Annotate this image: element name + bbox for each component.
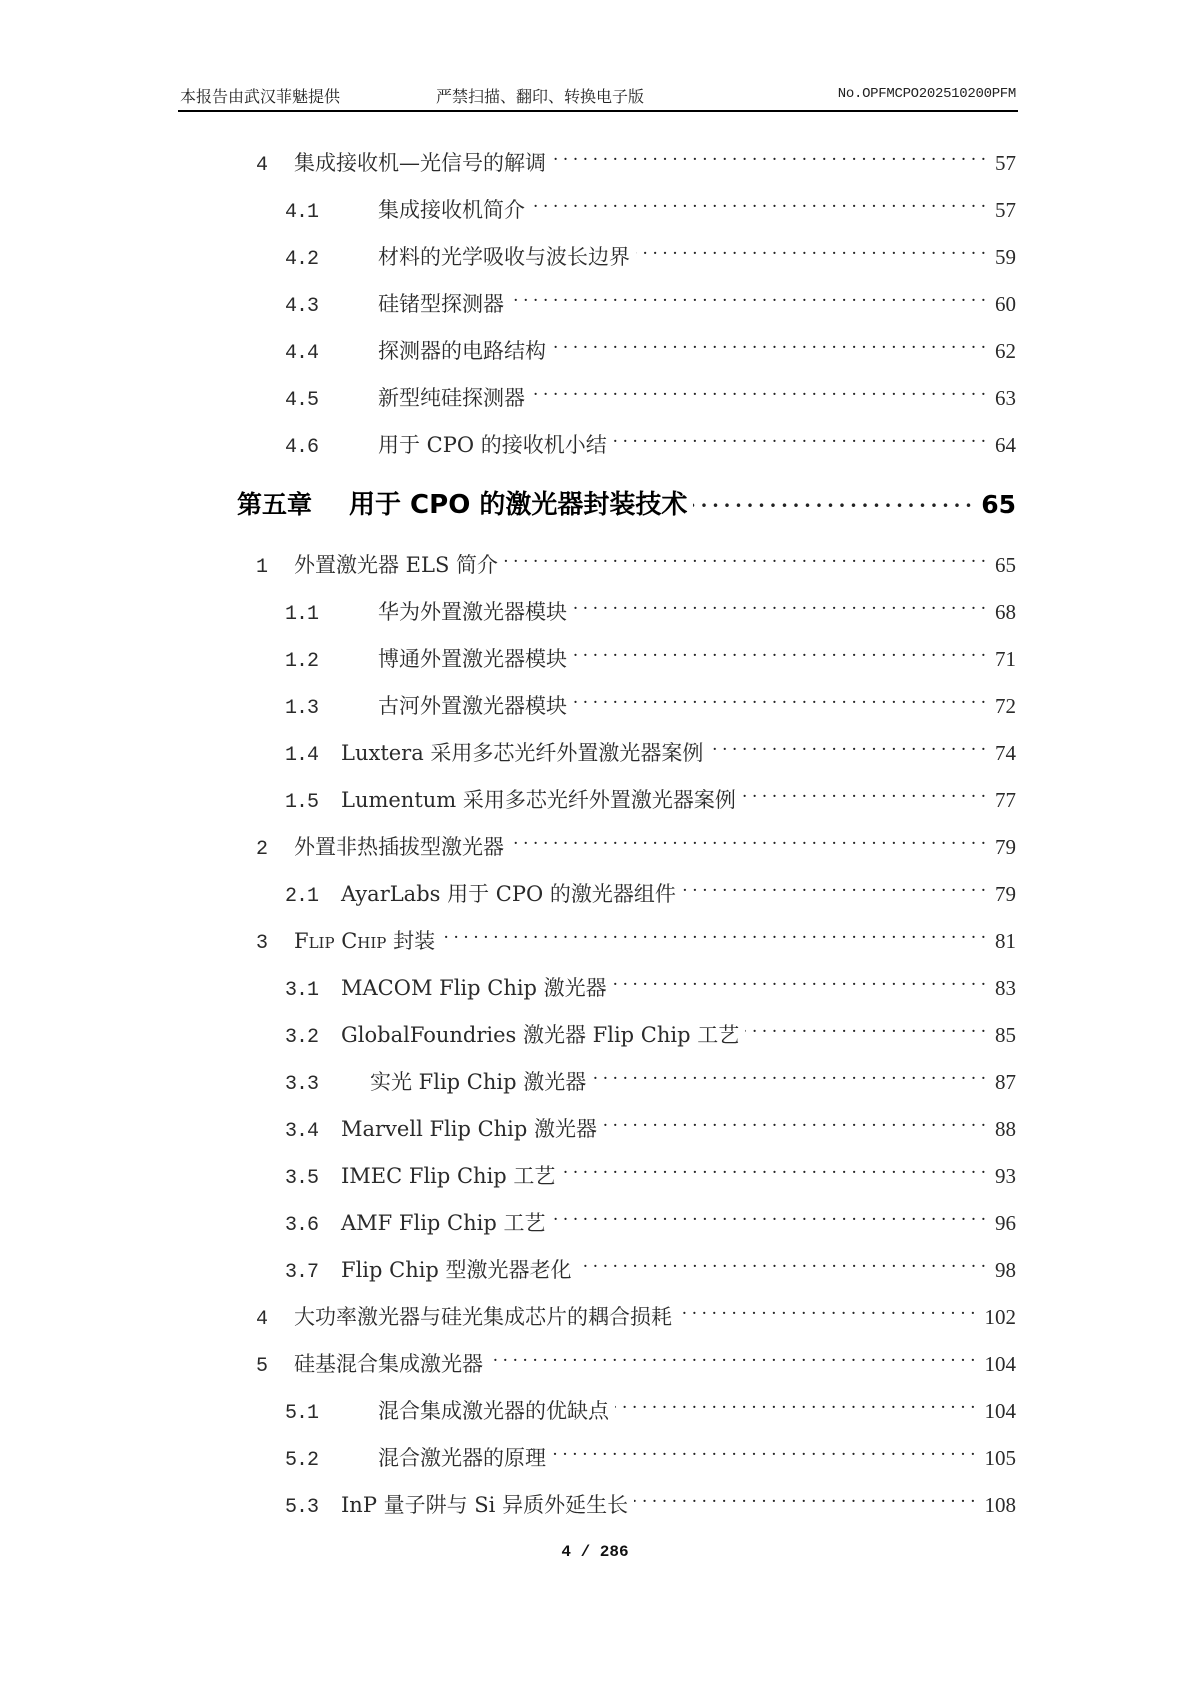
toc-entry[interactable] [256,1298,1016,1331]
toc-entry-title: 硅基混合集成激光器 [294,1352,483,1376]
dot-leader [573,640,991,666]
toc-chapter-heading[interactable] [237,484,1016,522]
dot-leader [551,1204,991,1230]
dot-leader [561,1157,991,1183]
toc-entry[interactable] [285,426,1016,459]
toc-entry-number: 2 [256,838,268,861]
toc-entry[interactable] [256,144,1016,177]
dot-leader [615,1392,981,1418]
dot-leader [573,593,991,619]
dot-leader [613,969,991,995]
toc-entry-number: 4.6 [285,436,319,459]
toc-entry-title: 集成接收机简介 [378,198,525,222]
chapter-page: 65 [981,490,1016,519]
dot-leader [636,238,991,264]
toc-entry-page: 57 [995,198,1016,222]
toc-entry-title: 材料的光学吸收与波长边界 [378,245,630,269]
toc-entry-title: 实光 Flip Chip 激光器 [370,1070,587,1094]
toc-entry-number: 3.4 [285,1120,319,1143]
chapter-number: 第五章 [237,490,313,519]
dot-leader [693,487,977,513]
toc-entry[interactable] [285,1392,1016,1425]
toc-entry[interactable] [285,1063,1016,1096]
dot-leader [552,1439,981,1465]
toc-entry-title: 博通外置激光器模块 [378,647,567,671]
toc-entry[interactable] [285,640,1016,673]
toc-entry-page: 81 [995,929,1016,953]
toc-entry-number: 1.5 [285,791,319,814]
toc-entry[interactable] [285,285,1016,318]
toc-entry-number: 3.3 [285,1073,319,1096]
toc-entry-title: Marvell Flip Chip 激光器 [341,1117,598,1141]
toc-entry[interactable] [256,546,1016,579]
toc-entry-title: InP 量子阱与 Si 异质外延生长 [341,1493,629,1517]
toc-entry-page: 88 [995,1117,1016,1141]
dot-leader [682,875,991,901]
toc-entry-number: 4.5 [285,389,319,412]
toc-entry-title: AyarLabs 用于 CPO 的激光器组件 [341,882,676,906]
toc-entry[interactable] [256,828,1016,861]
dot-leader [504,546,991,572]
toc-entry-number: 5.2 [285,1449,319,1472]
toc-entry-page: 68 [995,600,1016,624]
toc-entry-page: 72 [995,694,1016,718]
toc-entry-title: MACOM Flip Chip 激光器 [341,976,607,1000]
toc-entry-number: 1 [256,556,268,579]
dot-leader [592,1063,991,1089]
toc-entry-title: 华为外置激光器模块 [378,600,567,624]
dot-leader [613,426,991,452]
toc-entry-page: 79 [995,835,1016,859]
toc-entry-number: 4.3 [285,295,319,318]
toc-entry-title: 新型纯硅探测器 [378,386,525,410]
toc-entry-page: 96 [995,1211,1016,1235]
toc-entry[interactable] [285,1439,1016,1472]
toc-entry-title: 混合激光器的原理 [378,1446,546,1470]
toc-entry-number: 1.3 [285,697,319,720]
toc-entry-number: 3.6 [285,1214,319,1237]
toc-entry-title: 古河外置激光器模块 [378,694,567,718]
toc-entry-title: AMF Flip Chip 工艺 [341,1211,546,1235]
toc-entry-number: 3.1 [285,979,319,1002]
toc-entry-page: 60 [995,292,1016,316]
dot-leader [531,191,991,217]
toc-entry-title: 大功率激光器与硅光集成芯片的耦合损耗 [294,1305,672,1329]
toc-entry-number: 3.2 [285,1026,319,1049]
toc-entry-number: 4 [256,154,268,177]
toc-entry-number: 5 [256,1355,268,1378]
page-number-indicator: 4 / 286 [561,1543,629,1561]
toc-entry[interactable] [285,1204,1016,1237]
header-provider: 本报告由武汉菲魅提供 [180,87,341,106]
header-document-number: No.OPFMCPO202510200PFM [837,86,1016,102]
toc-entry[interactable] [285,1110,1016,1143]
toc-entry-title: 外置激光器 ELS 简介 [294,553,499,577]
toc-entry-title: 集成接收机—光信号的解调 [294,151,546,175]
toc-entry-number: 5.3 [285,1496,319,1519]
toc-entry-number: 3 [256,932,268,955]
dot-leader [742,781,991,807]
toc-entry-page: 79 [995,882,1016,906]
toc-entry[interactable] [256,922,1016,955]
dot-leader [634,1486,980,1512]
toc-entry-title: 硅锗型探测器 [378,292,504,316]
toc-entry-page: 87 [995,1070,1016,1094]
dot-leader [709,734,991,760]
dot-leader [441,922,991,948]
toc-entry-title: 探测器的电路结构 [378,339,546,363]
toc-entry-page: 102 [984,1305,1016,1329]
toc-entry[interactable] [285,379,1016,412]
toc-entry-title: 外置非热插拔型激光器 [294,835,504,859]
toc-entry-number: 4.1 [285,201,319,224]
toc-entry-title: Lumentum 采用多芯光纤外置激光器案例 [341,788,736,812]
dot-leader [531,379,991,405]
toc-entry-page: 98 [995,1258,1016,1282]
toc-entry-number: 1.1 [285,603,319,626]
toc-entry-title: Luxtera 采用多芯光纤外置激光器案例 [341,741,704,765]
toc-entry-title: Flip Chip 封装 [294,929,436,953]
toc-entry-number: 3.5 [285,1167,319,1190]
dot-leader [573,687,991,713]
toc-entry-title: 用于 CPO 的接收机小结 [378,433,607,457]
toc-entry-number: 1.2 [285,650,319,673]
toc-entry[interactable] [285,875,1016,908]
toc-entry[interactable] [285,1251,1016,1284]
toc-entry-page: 59 [995,245,1016,269]
toc-entry-page: 63 [995,386,1016,410]
toc-entry-page: 64 [995,433,1016,457]
toc-entry-page: 77 [995,788,1016,812]
toc-entry-number: 1.4 [285,744,319,767]
toc-entry-page: 65 [995,553,1016,577]
dot-leader [510,285,991,311]
toc-entry[interactable] [285,734,1016,767]
toc-entry-page: 62 [995,339,1016,363]
toc-entry[interactable] [285,687,1016,720]
header-copyright-notice: 严禁扫描、翻印、转换电子版 [436,87,645,106]
toc-entry[interactable] [285,1157,1016,1190]
toc-entry-title: 混合集成激光器的优缺点 [378,1399,609,1423]
toc-entry-number: 4 [256,1308,268,1331]
toc-entry[interactable] [285,969,1016,1002]
dot-leader [678,1298,981,1324]
toc-entry[interactable] [285,332,1016,365]
dot-leader [552,332,991,358]
dot-leader [603,1110,991,1136]
chapter-title: 用于 CPO 的激光器封装技术 [349,490,688,520]
toc-entry[interactable] [285,238,1016,271]
toc-entry-title: IMEC Flip Chip 工艺 [341,1164,556,1188]
toc-entry[interactable] [256,1345,1016,1378]
toc-entry-page: 74 [995,741,1016,765]
toc-entry[interactable] [285,781,1016,814]
page-header [178,84,1018,112]
toc-entry-number: 3.7 [285,1261,319,1284]
toc-entry-page: 105 [984,1446,1016,1470]
toc-entry-number: 4.2 [285,248,319,271]
toc-entry[interactable] [285,1016,1016,1049]
toc-entry-page: 85 [995,1023,1016,1047]
dot-leader [510,828,991,854]
toc-entry-number: 2.1 [285,885,319,908]
toc-entry-page: 71 [995,647,1016,671]
toc-entry-page: 57 [995,151,1016,175]
toc-entry-number: 5.1 [285,1402,319,1425]
toc-entry-page: 104 [984,1399,1016,1423]
toc-entry-number: 4.4 [285,342,319,365]
dot-leader [489,1345,981,1371]
dot-leader [745,1016,991,1042]
toc-entry-title: Flip Chip 型激光器老化 [341,1258,572,1282]
toc-entry-page: 83 [995,976,1016,1000]
toc-entry-page: 104 [984,1352,1016,1376]
dot-leader [578,1251,991,1277]
toc-entry[interactable] [285,1486,1016,1519]
dot-leader [552,144,991,170]
toc-entry-page: 93 [995,1164,1016,1188]
toc-entry-title: GlobalFoundries 激光器 Flip Chip 工艺 [341,1023,740,1047]
toc-entry[interactable] [285,191,1016,224]
toc-entry-page: 108 [984,1493,1016,1517]
toc-entry[interactable] [285,593,1016,626]
